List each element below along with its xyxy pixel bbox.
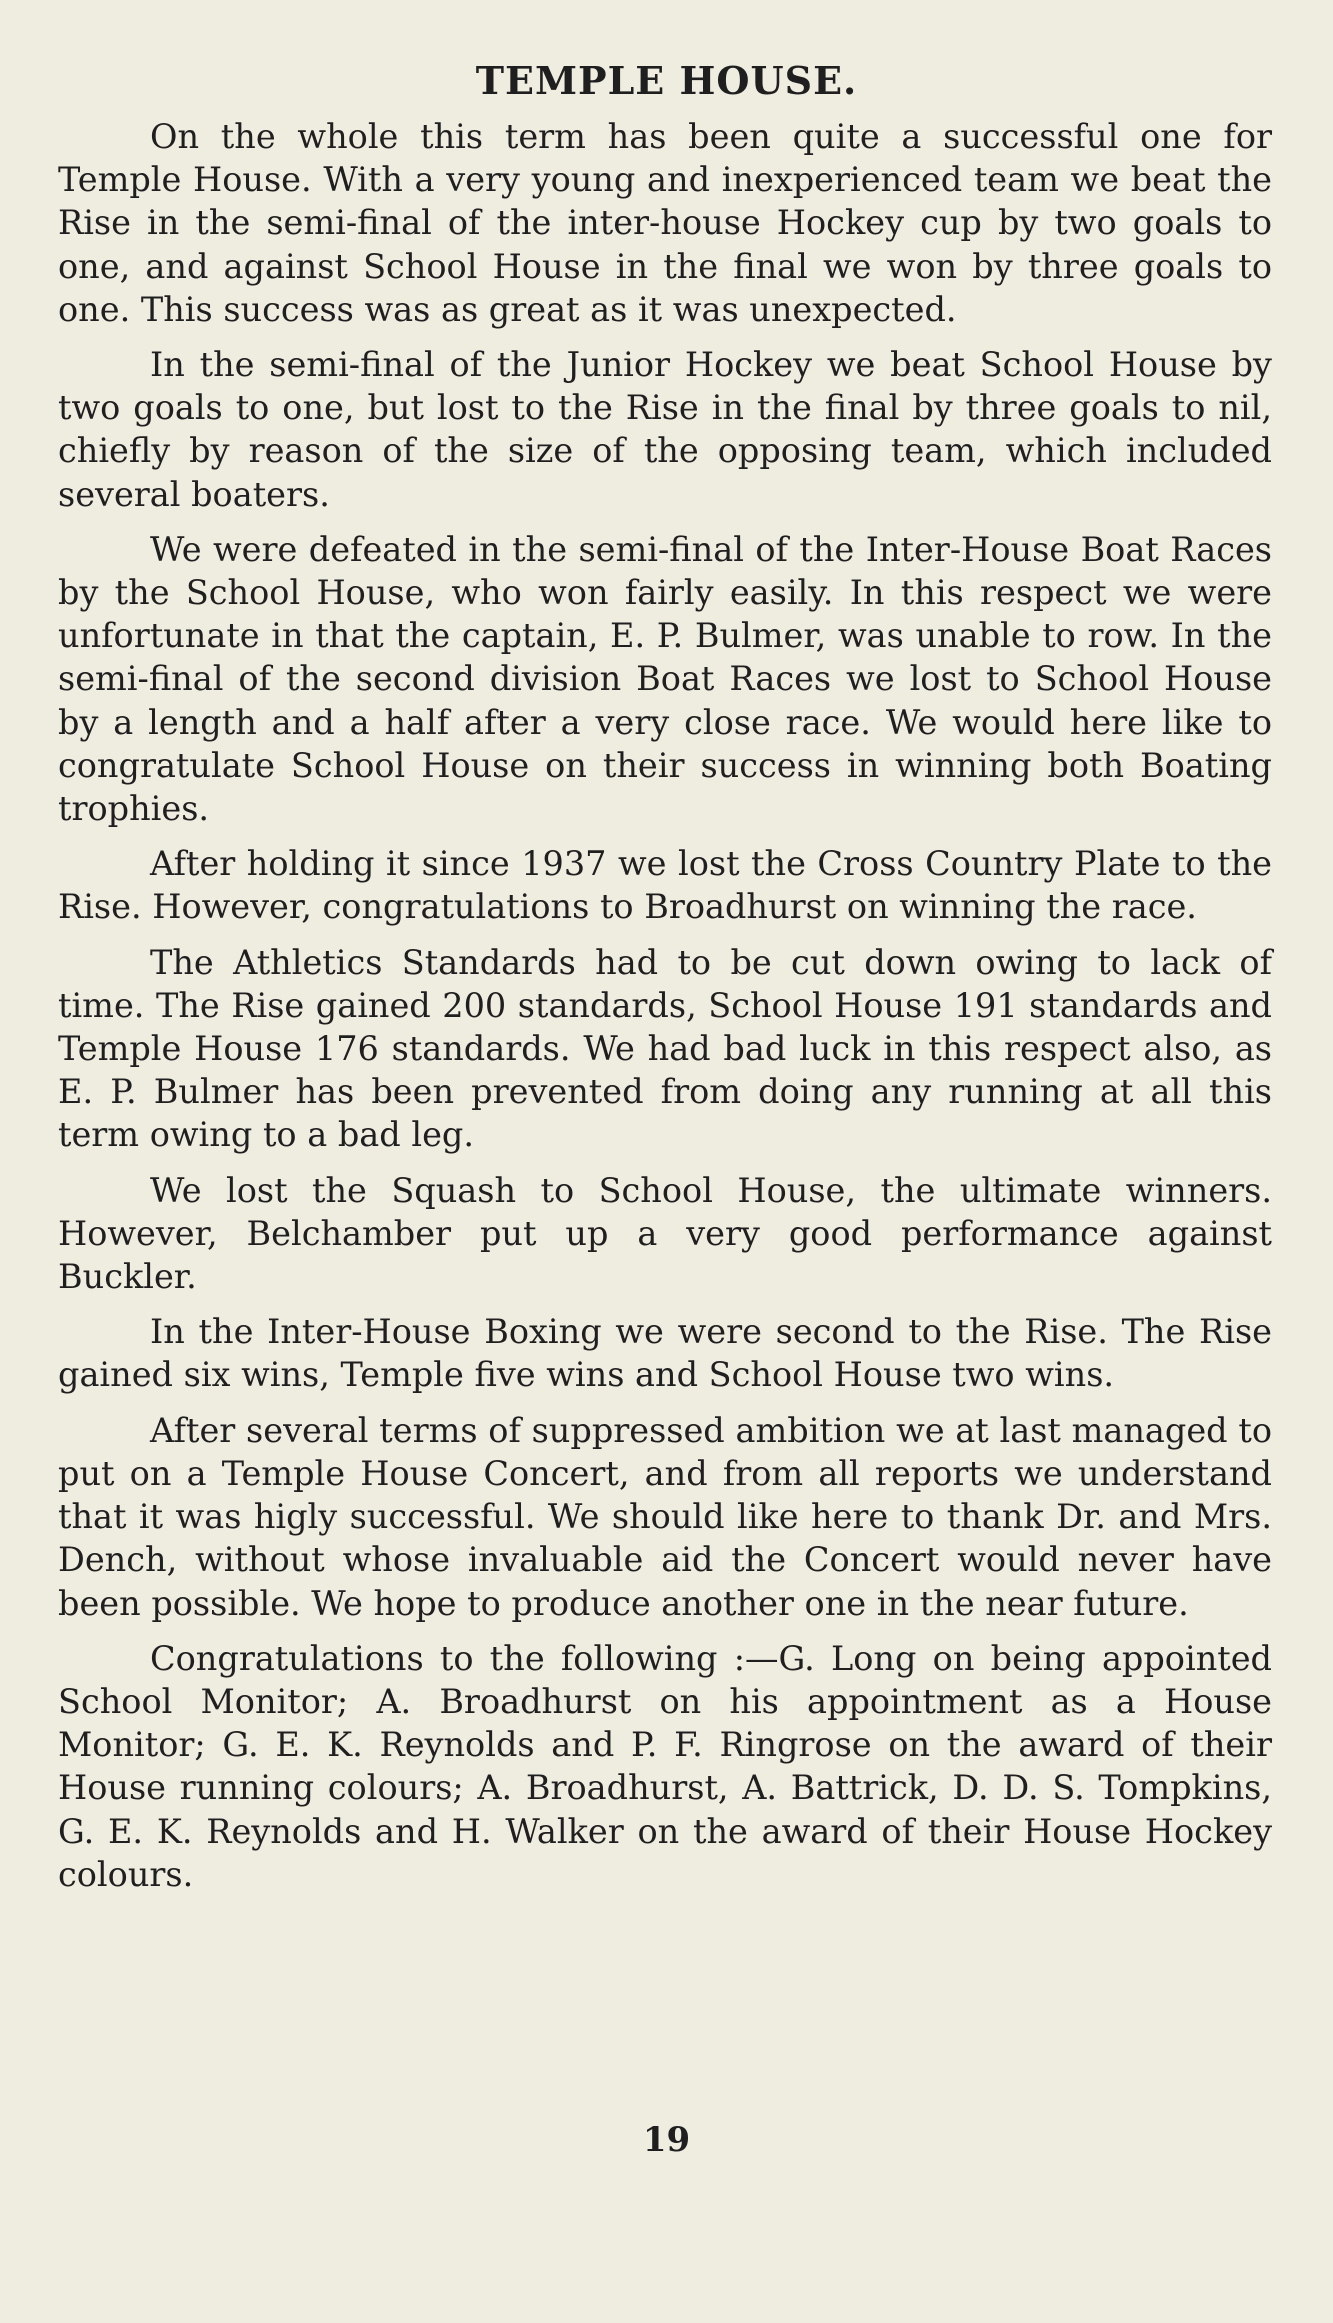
paragraph-7: In the Inter-House Boxing we were second to the Rise. The Rise gained six wins, Temple five wins and School House two wins. <box>58 1312 1272 1395</box>
paragraph-6: We lost the Squash to School House, the ultimate winners. However, Belchamber put up a very good performance against Buckler. <box>58 1170 1272 1297</box>
paragraph-8: After several terms of suppressed ambition we at last managed to put on a Temple House Concert, and from all reports we understand that it was higly successful. We should like here to thank Dr. and Mrs. Dench, without whose invaluable aid the Concert would never have been possible. We hope to produce another one in the near future. <box>58 1410 1272 1623</box>
paragraph-1: On the whole this term has been quite a successful one for Temple House. With a very young and inexperienced team we beat the Rise in the semi-final of the inter-house Hockey cup by two goals to one, and against School House in the final we won by three goals to one. This success was as great as it was unexpected. <box>58 117 1272 329</box>
paragraph-2: In the semi-final of the Junior Hockey we beat School House by two goals to one, but lost to the Rise in the final by three goals to nil, chiefly by reason of the size of the opposing team, which included several boaters. <box>58 345 1272 514</box>
page-title: TEMPLE HOUSE. <box>475 58 858 103</box>
paragraph-5: The Athletics Standards had to be cut down owing to lack of time. The Rise gained 200 standards, School House 191 standards and Temple House 176 standards. We had bad luck in this respect also, as E. P. Bulmer has been prevented from doing any running at all this term owing to a bad leg. <box>58 942 1272 1155</box>
article-body <box>58 115 1272 1908</box>
paragraph-9: Congratulations to the following :—G. Long on being appointed School Monitor; A. Broadhurst on his appointment as a House Monitor; G. E. K. Reynolds and P. F. Ringrose on the award of their House running colours; A. Broadhurst, A. Battrick, D. D. S. Tompkins, G. E. K. Reynolds and H. Walker on the award of their House Hockey colours. <box>58 1638 1272 1894</box>
paragraph-3: We were defeated in the semi-final of the Inter-House Boat Races by the School House, who won fairly easily. In this respect we were unfortunate in that the captain, E. P. Bulmer, was unable to row. In the semi-final of the second division Boat Races we lost to School House by a length and a half after a very close race. We would here like to congratulate School House on their success in winning both Boating trophies. <box>58 529 1272 829</box>
page-number: 19 <box>642 2120 691 2160</box>
paragraph-4: After holding it since 1937 we lost the Cross Country Plate to the Rise. However, congratulations to Broadhurst on winning the race. <box>58 844 1272 927</box>
